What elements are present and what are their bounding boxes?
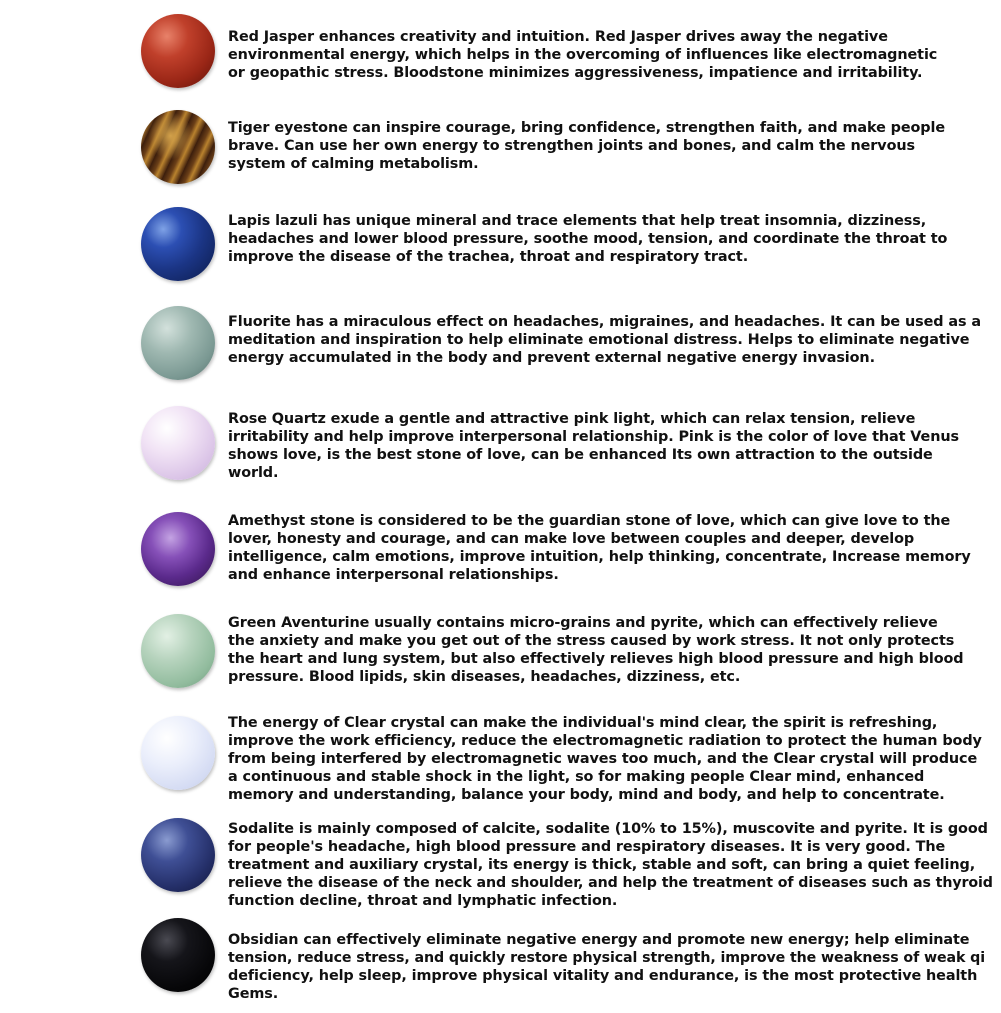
lapis-lazuli-stone-image	[141, 207, 215, 281]
clear-crystal-stone-image	[141, 716, 215, 790]
tiger-eye-stone-image	[141, 110, 215, 184]
tiger-eye-description: Tiger eyestone can inspire courage, bring confidence, strengthen faith, and make people brave. Can use her own energy to strengthen joints and bones, and calm the nervous system of calming metabolism.	[228, 120, 945, 172]
red-jasper-stone-image	[141, 14, 215, 88]
obsidian-stone-image	[141, 918, 215, 992]
lapis-lazuli-description: Lapis lazuli has unique mineral and trace elements that help treat insomnia, dizziness, headaches and lower blood pressure, soothe mood, tension, and coordinate the throat to improve the disease of the trachea, throat and respiratory tract.	[228, 213, 948, 265]
clear-crystal-description: The energy of Clear crystal can make the individual's mind clear, the spirit is refreshing, improve the work efficiency, reduce the electromagnetic radiation to protect the human body from being interfered by electromagnetic waves too much, and the Clear crystal will produce a continuous and stable shock in the light, so for making people Clear mind, enhanced memory and understanding, balance your body, mind and body, and help to concentrate.	[228, 715, 982, 803]
rose-quartz-description: Rose Quartz exude a gentle and attractive pink light, which can relax tension, relieve irritability and help improve interpersonal relationship. Pink is the color of love that Venus shows love, is the best stone of love, can be enhanced Its own attraction to the outside world.	[228, 411, 959, 481]
amethyst-stone-image	[141, 512, 215, 586]
sodalite-stone-image	[141, 818, 215, 892]
sodalite-description: Sodalite is mainly composed of calcite, sodalite (10% to 15%), muscovite and pyrite. It is good for people's headache, high blood pressure and respiratory diseases. It is very good. The treatment and auxiliary crystal, its energy is thick, stable and soft, can bring a quiet feeling, relieve the disease of the neck and shoulder, and help the treatment of diseases such as thyroid function decline, throat and lymphatic infection.	[228, 821, 993, 909]
rose-quartz-stone-image	[141, 406, 215, 480]
red-jasper-description: Red Jasper enhances creativity and intuition. Red Jasper drives away the negative environmental energy, which helps in the overcoming of influences like electromagnetic or geopathic stress. Bloodstone minimizes aggressiveness, impatience and irritability.	[228, 29, 938, 81]
amethyst-description: Amethyst stone is considered to be the guardian stone of love, which can give love to the lover, honesty and courage, and can make love between couples and deeper, develop intelligence, calm emotions, improve intuition, help thinking, concentrate, Increase memory and enhance interpersonal relationships.	[228, 513, 971, 583]
fluorite-description: Fluorite has a miraculous effect on headaches, migraines, and headaches. It can be used as a meditation and inspiration to help eliminate emotional distress. Helps to eliminate negative energy accumulated in the body and prevent external negative energy invasion.	[228, 314, 981, 366]
green-aventurine-description: Green Aventurine usually contains micro-grains and pyrite, which can effectively relieve the anxiety and make you get out of the stress caused by work stress. It not only protects the heart and lung system, but also effectively relieves high blood pressure and high blood pressure. Blood lipids, skin diseases, headaches, dizziness, etc.	[228, 615, 964, 685]
obsidian-description: Obsidian can effectively eliminate negative energy and promote new energy; help eliminate tension, reduce stress, and quickly restore physical strength, improve the weakness of weak qi deficiency, help sleep, improve physical vitality and endurance, is the most protective health Gems.	[228, 932, 985, 1002]
green-aventurine-stone-image	[141, 614, 215, 688]
fluorite-stone-image	[141, 306, 215, 380]
